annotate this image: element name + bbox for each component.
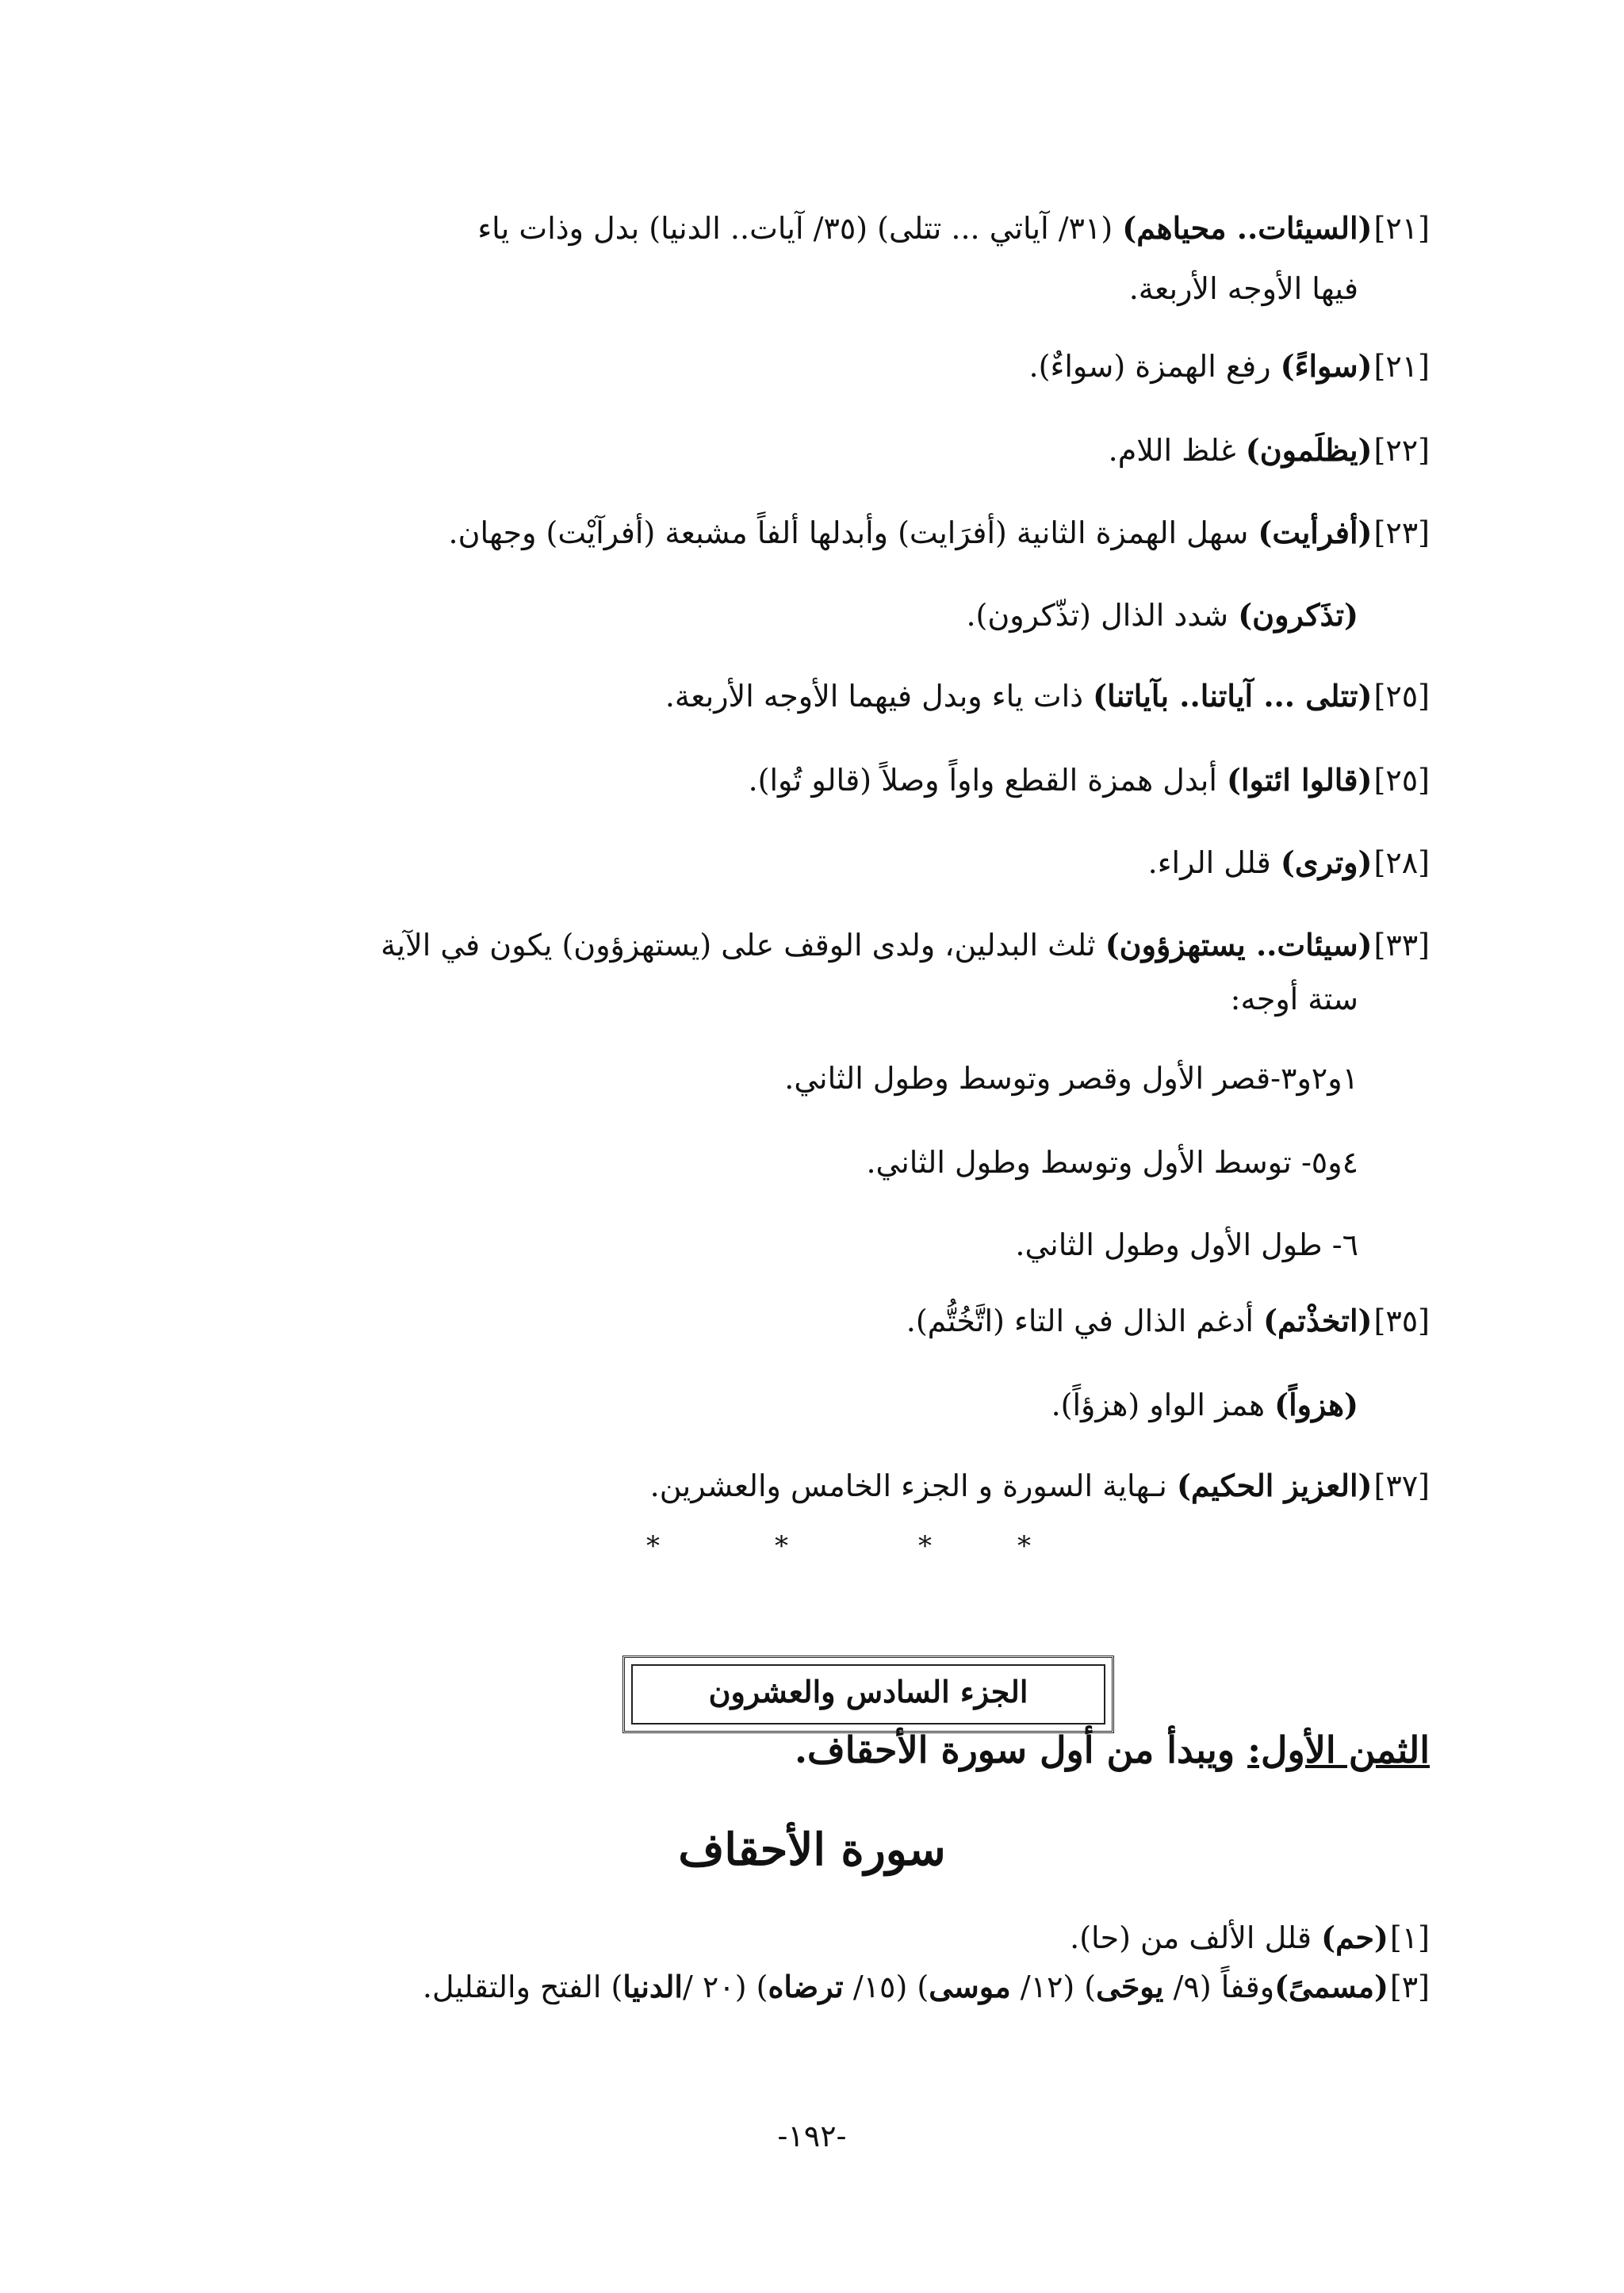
verse-ref: [٢١] (1373, 211, 1430, 246)
entry-line (230, 1966, 1430, 2008)
entry-text: ثلث البدلين، ولدى الوقف على (يستهزؤون) يكون في الآية (381, 928, 1105, 963)
bold-term: (تتلى ... آياتنا.. بآياتنا) (1093, 678, 1373, 714)
entry-text: نـهاية السورة و الجزء الخامس والعشرين. (649, 1468, 1177, 1503)
sub-item: ٤و٥- توسط الأول وتوسط وطول الثاني. (866, 1145, 1358, 1180)
entry-text: شدد الذال (تذّكرون). (966, 598, 1239, 633)
entry-text: سهل الهمزة الثانية (أفرَايت) وأبدلها ألفاً مشبعة (أفرآيْت) وجهان. (448, 515, 1258, 550)
separator-star: * (1017, 1530, 1031, 1562)
surah-title: سورة الأحقاف (678, 1824, 946, 1876)
section-heading-label: الثمن الأول: (1247, 1728, 1430, 1771)
entry-line (230, 208, 1430, 249)
section-heading-text: ويبدأ من أول سورة الأحقاف. (795, 1728, 1248, 1771)
entry-text: ) (٢٠ / (682, 1970, 768, 2004)
bold-term: (السيئات.. محياهم) (1122, 210, 1373, 246)
entry-line (230, 1917, 1430, 1958)
entry-text: وقفاً (٩/ (1163, 1970, 1275, 2004)
entry-text: أبدل همزة القطع واواً وصلاً (قالو تُوا). (748, 763, 1228, 798)
bold-term: يوحَى (1096, 1969, 1164, 2004)
verse-ref: [٣٣] (1373, 928, 1430, 963)
bold-term: (سيئات.. يستهزؤون) (1105, 927, 1373, 963)
entry-text: ) (١٥/ (843, 1970, 929, 2004)
entry-line (1051, 1384, 1358, 1426)
entry-line (230, 346, 1430, 387)
section-heading (795, 1728, 1430, 1771)
verse-ref: [٢٥] (1373, 763, 1430, 798)
verse-ref: [٣٥] (1373, 1303, 1430, 1338)
verse-ref: [٣٧] (1373, 1468, 1430, 1503)
verse-ref: [٢٢] (1373, 433, 1430, 468)
separator-star: * (918, 1530, 932, 1562)
separator-star: * (775, 1530, 788, 1562)
entry-line (966, 595, 1358, 636)
verse-ref: [٢٥] (1373, 679, 1430, 714)
verse-ref: [٢١] (1373, 349, 1430, 384)
verse-ref: [١] (1389, 1920, 1430, 1955)
verse-ref: [٢٨] (1373, 845, 1430, 880)
bold-term: (أفرأيت) (1258, 515, 1373, 550)
page-number: -١٩٢- (777, 2119, 847, 2153)
entry-line (230, 512, 1430, 553)
entry-line (230, 430, 1430, 471)
entry-line (230, 676, 1430, 717)
verse-ref: [٢٣] (1373, 515, 1430, 550)
entry-text: قلل الراء. (1147, 845, 1281, 880)
entry-text: ) (١٢/ (1010, 1970, 1097, 2004)
bold-term: (حم) (1321, 1920, 1388, 1955)
sub-item: ١و٢و٣-قصر الأول وقصر وتوسط وطول الثاني. (784, 1061, 1358, 1096)
bold-term: (اتخذْتم) (1263, 1303, 1373, 1338)
entry-text: غلظ اللام. (1108, 433, 1246, 468)
sub-item: ٦- طول الأول وطول الثاني. (1015, 1227, 1358, 1262)
bold-term: (تذَكرون) (1238, 597, 1358, 633)
entry-line (230, 924, 1430, 966)
entry-continuation: ستة أوجه: (1230, 982, 1358, 1016)
bold-term: (يظلَمون) (1245, 432, 1373, 468)
entry-text: قلل الألف من (حا). (1070, 1920, 1322, 1955)
entry-text: أدغم الذال في التاء (اتَّخُتُّم). (906, 1303, 1264, 1338)
bold-term: (سواءً) (1280, 348, 1373, 384)
bold-term: (العزيز الحكيم) (1176, 1468, 1373, 1503)
section-separator (0, 1530, 1624, 1570)
separator-star: * (646, 1530, 660, 1562)
entry-line (230, 1300, 1430, 1342)
bold-term: (مسمىً) (1274, 1969, 1388, 2004)
entry-text: همز الواو (هزؤاً). (1051, 1388, 1275, 1422)
bold-term: ترضاه (768, 1969, 844, 2004)
bold-term: (قالوا ائتوا) (1227, 762, 1373, 798)
bold-term: (وترى) (1280, 844, 1373, 880)
entry-line (230, 842, 1430, 883)
entry-text: (٣١/ آياتي ... تتلى) (٣٥/ آيات.. الدنيا) بدل وذات ياء (477, 211, 1123, 246)
bold-term: (هزواً) (1274, 1387, 1358, 1422)
part-title: الجزء السادس والعشرون (708, 1674, 1028, 1709)
part-title-box (622, 1656, 1114, 1733)
entry-text: ) الفتح والتقليل. (422, 1970, 623, 2004)
entry-text: ذات ياء وبدل فيهما الأوجه الأربعة. (665, 679, 1094, 714)
entry-text: رفع الهمزة (سواءٌ). (1028, 349, 1281, 384)
entry-line (230, 1465, 1430, 1506)
bold-term: الدنيا (622, 1969, 683, 2004)
bold-term: موسى (929, 1969, 1011, 2004)
entry-line (230, 760, 1430, 801)
entry-continuation: فيها الأوجه الأربعة. (1128, 271, 1358, 306)
verse-ref: [٣] (1389, 1970, 1430, 2004)
